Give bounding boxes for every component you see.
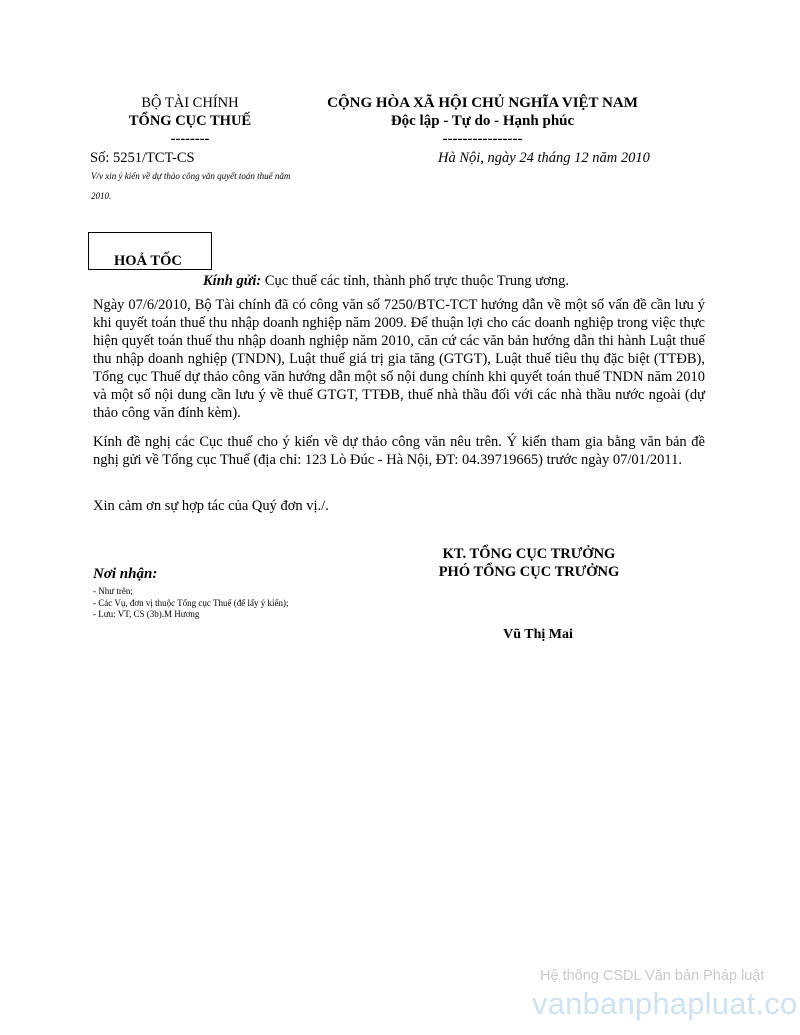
recipient-text: Cục thuế các tỉnh, thành phố trực thuộc Trung ương.	[261, 273, 569, 289]
document-date: Hà Nội, ngày 24 tháng 12 năm 2010	[438, 150, 650, 166]
signer-title-2: PHÓ TỔNG CỤC TRƯỞNG	[438, 564, 620, 580]
recipients-list-item: - Lưu: VT, CS (3b).M Hương	[93, 609, 200, 619]
body-paragraph-1: Ngày 07/6/2010, Bộ Tài chính đã có công văn số 7250/BTC-TCT hướng dẫn về một số vấn đề cần lưu ý khi quyết toán thuế thu nhập doanh nghiệp năm 2009. Để thuận lợi cho các doanh nghiệp trong việc thực hiện quyết toán thuế thu nhập doanh nghiệp năm 2010, căn cứ các văn bản hướng dẫn thi hành Luật thuế thu nhập doanh nghiệp (TNDN), Luật thuế giá trị gia tăng (GTGT), Luật thuế tiêu thụ đặc biệt (TTĐB), Tổng cục Thuế dự thảo công văn hướng dẫn một số nội dung chính khi quyết toán thuế TNDN năm 2010 và một số nội dung cần lưu ý về thuế GTGT, TTĐB, thuế nhà thầu đối với các nhà thầu nước ngoài (dự thảo công văn đính kèm).	[93, 297, 705, 421]
ministry-name: BỘ TÀI CHÍNH	[141, 95, 239, 111]
left-separator: --------	[170, 131, 210, 147]
recipients-list	[93, 586, 288, 621]
urgent-label: HOẢ TỐC	[114, 253, 182, 269]
recipients-list-item: - Như trên;	[93, 586, 133, 596]
signer-name: Vũ Thị Mai	[503, 627, 573, 642]
signer-titles	[404, 545, 654, 581]
recipient-label: Kính gửi:	[203, 273, 262, 289]
recipients-list-item: - Các Vụ, đơn vị thuộc Tổng cục Thuế (để lấy ý kiến);	[93, 597, 289, 608]
nation-name: CỘNG HÒA XÃ HỘI CHỦ NGHĨA VIỆT NAM	[327, 95, 638, 111]
department-name: TỔNG CỤC THUẾ	[128, 113, 252, 129]
issuing-agency	[96, 94, 284, 148]
signer-title-1: KT. TỔNG CỤC TRƯỞNG	[442, 546, 616, 562]
document-subject: V/v xin ý kiến về dự thảo công văn quyết toán thuế năm 2010.	[91, 171, 291, 201]
recipient-line	[203, 273, 569, 290]
national-header	[300, 94, 665, 148]
document-number: Số: 5251/TCT-CS	[90, 150, 195, 166]
watermark-line-1: Hệ thống CSDL Văn bản Pháp luật	[540, 968, 765, 984]
body-paragraph-2: Kính đề nghị các Cục thuế cho ý kiến về dự thảo công văn nêu trên. Ý kiến tham gia bằng văn bản đề nghị gửi về Tổng cục Thuế (địa chỉ: 123 Lò Đúc - Hà Nội, ĐT: 04.39719665) trước ngày 07/01/2011.	[93, 434, 705, 468]
watermark-line-2: vanbanphapluat.co	[532, 986, 798, 1021]
right-separator: ----------------	[442, 131, 523, 147]
national-motto: Độc lập - Tự do - Hạnh phúc	[390, 113, 575, 129]
recipients-list-title: Nơi nhận:	[93, 566, 158, 582]
body-paragraph-3: Xin cảm ơn sự hợp tác của Quý đơn vị./.	[93, 498, 329, 514]
